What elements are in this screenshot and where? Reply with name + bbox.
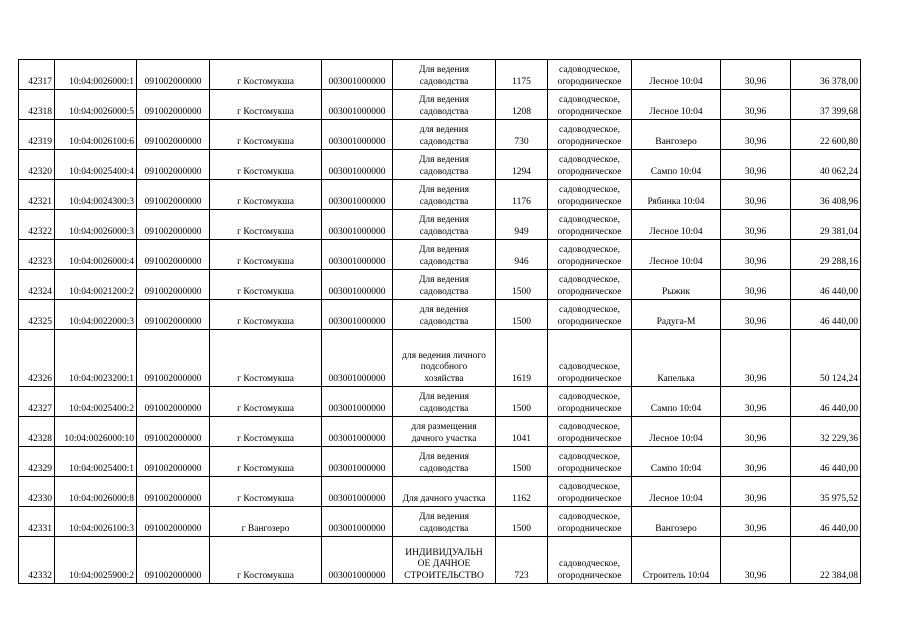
location-name: Лесное 10:04 <box>632 417 721 447</box>
cadastral-number: 10:04:0026100:3 <box>55 507 137 537</box>
area-value: 723 <box>496 537 548 584</box>
land-category: садоводческое, огородническое <box>548 120 632 150</box>
settlement-name: г Костомукша <box>210 537 322 584</box>
land-category: садоводческое, огородническое <box>548 387 632 417</box>
cadastral-value: 35 975,52 <box>791 477 861 507</box>
cadastral-number: 10:04:0022000:3 <box>55 300 137 330</box>
row-number: 42325 <box>19 300 55 330</box>
table-row <box>19 270 861 300</box>
table-row <box>19 180 861 210</box>
oktmo-code: 091002000000 <box>137 507 210 537</box>
table-row <box>19 60 861 90</box>
row-number: 42318 <box>19 90 55 120</box>
table-row <box>19 417 861 447</box>
rate-value: 30,96 <box>721 507 791 537</box>
category-code: 003001000000 <box>322 150 393 180</box>
permitted-use: Для дачного участка <box>393 477 496 507</box>
category-code: 003001000000 <box>322 300 393 330</box>
rate-value: 30,96 <box>721 387 791 417</box>
table-row <box>19 150 861 180</box>
row-number: 42320 <box>19 150 55 180</box>
row-number: 42332 <box>19 537 55 584</box>
permitted-use: для размещения дачного участка <box>393 417 496 447</box>
area-value: 1175 <box>496 60 548 90</box>
land-category: садоводческое, огородническое <box>548 537 632 584</box>
location-name: Сампо 10:04 <box>632 387 721 417</box>
row-number: 42329 <box>19 447 55 477</box>
cadastral-number: 10:04:0025400:1 <box>55 447 137 477</box>
rate-value: 30,96 <box>721 150 791 180</box>
oktmo-code: 091002000000 <box>137 210 210 240</box>
location-name: Строитель 10:04 <box>632 537 721 584</box>
cadastral-value: 46 440,00 <box>791 507 861 537</box>
rate-value: 30,96 <box>721 180 791 210</box>
cadastral-number: 10:04:0021200:2 <box>55 270 137 300</box>
oktmo-code: 091002000000 <box>137 300 210 330</box>
cadastral-number: 10:04:0026000:3 <box>55 210 137 240</box>
row-number: 42321 <box>19 180 55 210</box>
cadastral-value: 36 408,96 <box>791 180 861 210</box>
cadastral-value: 37 399,68 <box>791 90 861 120</box>
permitted-use: Для ведения садоводства <box>393 180 496 210</box>
rate-value: 30,96 <box>721 270 791 300</box>
settlement-name: г Костомукша <box>210 270 322 300</box>
oktmo-code: 091002000000 <box>137 387 210 417</box>
rate-value: 30,96 <box>721 300 791 330</box>
cadastral-value: 29 381,04 <box>791 210 861 240</box>
cadastral-number: 10:04:0026000:5 <box>55 90 137 120</box>
land-category: садоводческое, огородническое <box>548 507 632 537</box>
location-name: Капелька <box>632 330 721 387</box>
cadastral-value: 46 440,00 <box>791 447 861 477</box>
table-row <box>19 240 861 270</box>
area-value: 949 <box>496 210 548 240</box>
permitted-use: Для ведения садоводства <box>393 507 496 537</box>
table-row <box>19 300 861 330</box>
table-row <box>19 120 861 150</box>
cadastral-number: 10:04:0025400:4 <box>55 150 137 180</box>
oktmo-code: 091002000000 <box>137 537 210 584</box>
table-body <box>19 60 861 584</box>
location-name: Лесное 10:04 <box>632 90 721 120</box>
land-category: садоводческое, огородническое <box>548 180 632 210</box>
location-name: Рыжик <box>632 270 721 300</box>
row-number: 42326 <box>19 330 55 387</box>
category-code: 003001000000 <box>322 477 393 507</box>
permitted-use: Для ведения садоводства <box>393 270 496 300</box>
oktmo-code: 091002000000 <box>137 330 210 387</box>
table-row <box>19 387 861 417</box>
rate-value: 30,96 <box>721 120 791 150</box>
permitted-use: для ведения садоводства <box>393 120 496 150</box>
table-row <box>19 537 861 584</box>
category-code: 003001000000 <box>322 90 393 120</box>
area-value: 1500 <box>496 447 548 477</box>
rate-value: 30,96 <box>721 240 791 270</box>
category-code: 003001000000 <box>322 387 393 417</box>
permitted-use: Для ведения садоводства <box>393 210 496 240</box>
cadastral-number: 10:04:0026000:1 <box>55 60 137 90</box>
category-code: 003001000000 <box>322 210 393 240</box>
oktmo-code: 091002000000 <box>137 270 210 300</box>
oktmo-code: 091002000000 <box>137 417 210 447</box>
row-number: 42317 <box>19 60 55 90</box>
cadastral-value: 32 229,36 <box>791 417 861 447</box>
row-number: 42330 <box>19 477 55 507</box>
cadastral-value: 46 440,00 <box>791 270 861 300</box>
cadastral-number: 10:04:0026000:10 <box>55 417 137 447</box>
rate-value: 30,96 <box>721 447 791 477</box>
table-row <box>19 447 861 477</box>
settlement-name: г Костомукша <box>210 477 322 507</box>
category-code: 003001000000 <box>322 537 393 584</box>
permitted-use: Для ведения садоводства <box>393 240 496 270</box>
settlement-name: г Костомукша <box>210 240 322 270</box>
settlement-name: г Костомукша <box>210 330 322 387</box>
permitted-use: Для ведения садоводства <box>393 90 496 120</box>
category-code: 003001000000 <box>322 447 393 477</box>
settlement-name: г Костомукша <box>210 60 322 90</box>
settlement-name: г Костомукша <box>210 120 322 150</box>
land-category: садоводческое, огородническое <box>548 60 632 90</box>
rate-value: 30,96 <box>721 477 791 507</box>
settlement-name: г Костомукша <box>210 417 322 447</box>
land-category: садоводческое, огородническое <box>548 150 632 180</box>
area-value: 1041 <box>496 417 548 447</box>
oktmo-code: 091002000000 <box>137 150 210 180</box>
permitted-use: для ведения садоводства <box>393 300 496 330</box>
row-number: 42319 <box>19 120 55 150</box>
rate-value: 30,96 <box>721 210 791 240</box>
category-code: 003001000000 <box>322 60 393 90</box>
table-row <box>19 330 861 387</box>
oktmo-code: 091002000000 <box>137 447 210 477</box>
location-name: Радуга-М <box>632 300 721 330</box>
area-value: 946 <box>496 240 548 270</box>
category-code: 003001000000 <box>322 417 393 447</box>
rate-value: 30,96 <box>721 90 791 120</box>
settlement-name: г Вангозеро <box>210 507 322 537</box>
row-number: 42327 <box>19 387 55 417</box>
oktmo-code: 091002000000 <box>137 180 210 210</box>
permitted-use: ИНДИВИДУАЛЬН ОЕ ДАЧНОЕ СТРОИТЕЛЬСТВО <box>393 537 496 584</box>
settlement-name: г Костомукша <box>210 180 322 210</box>
location-name: Лесное 10:04 <box>632 477 721 507</box>
location-name: Сампо 10:04 <box>632 150 721 180</box>
cadastral-value: 36 378,00 <box>791 60 861 90</box>
table-row <box>19 90 861 120</box>
cadastral-number: 10:04:0023200:1 <box>55 330 137 387</box>
cadastral-number: 10:04:0026000:4 <box>55 240 137 270</box>
row-number: 42323 <box>19 240 55 270</box>
oktmo-code: 091002000000 <box>137 120 210 150</box>
permitted-use: Для ведения садоводства <box>393 60 496 90</box>
row-number: 42328 <box>19 417 55 447</box>
rate-value: 30,96 <box>721 537 791 584</box>
settlement-name: г Костомукша <box>210 447 322 477</box>
cadastral-number: 10:04:0025400:2 <box>55 387 137 417</box>
location-name: Лесное 10:04 <box>632 240 721 270</box>
settlement-name: г Костомукша <box>210 150 322 180</box>
location-name: Рябинка 10:04 <box>632 180 721 210</box>
oktmo-code: 091002000000 <box>137 240 210 270</box>
land-category: садоводческое, огородническое <box>548 300 632 330</box>
area-value: 1500 <box>496 300 548 330</box>
category-code: 003001000000 <box>322 330 393 387</box>
area-value: 1176 <box>496 180 548 210</box>
land-category: садоводческое, огородническое <box>548 447 632 477</box>
permitted-use: Для ведения садоводства <box>393 150 496 180</box>
cadastral-value: 46 440,00 <box>791 387 861 417</box>
cadastral-number: 10:04:0024300:3 <box>55 180 137 210</box>
cadastral-value: 22 600,80 <box>791 120 861 150</box>
area-value: 730 <box>496 120 548 150</box>
rate-value: 30,96 <box>721 330 791 387</box>
rate-value: 30,96 <box>721 417 791 447</box>
category-code: 003001000000 <box>322 180 393 210</box>
settlement-name: г Костомукша <box>210 387 322 417</box>
area-value: 1500 <box>496 387 548 417</box>
settlement-name: г Костомукша <box>210 210 322 240</box>
settlement-name: г Костомукша <box>210 300 322 330</box>
area-value: 1162 <box>496 477 548 507</box>
location-name: Вангозеро <box>632 120 721 150</box>
area-value: 1500 <box>496 270 548 300</box>
location-name: Сампо 10:04 <box>632 447 721 477</box>
rate-value: 30,96 <box>721 60 791 90</box>
oktmo-code: 091002000000 <box>137 60 210 90</box>
table-row <box>19 507 861 537</box>
permitted-use: Для ведения садоводства <box>393 387 496 417</box>
category-code: 003001000000 <box>322 270 393 300</box>
settlement-name: г Костомукша <box>210 90 322 120</box>
oktmo-code: 091002000000 <box>137 477 210 507</box>
cadastral-value: 50 124,24 <box>791 330 861 387</box>
area-value: 1208 <box>496 90 548 120</box>
area-value: 1500 <box>496 507 548 537</box>
permitted-use: для ведения личного подсобного хозяйства <box>393 330 496 387</box>
oktmo-code: 091002000000 <box>137 90 210 120</box>
land-category: садоводческое, огородническое <box>548 417 632 447</box>
area-value: 1619 <box>496 330 548 387</box>
category-code: 003001000000 <box>322 507 393 537</box>
row-number: 42324 <box>19 270 55 300</box>
land-category: садоводческое, огородническое <box>548 240 632 270</box>
cadastral-value: 40 062,24 <box>791 150 861 180</box>
cadastral-value-table <box>18 59 861 584</box>
table-row <box>19 477 861 507</box>
land-category: садоводческое, огородническое <box>548 210 632 240</box>
land-category: садоводческое, огородническое <box>548 270 632 300</box>
location-name: Вангозеро <box>632 507 721 537</box>
row-number: 42322 <box>19 210 55 240</box>
location-name: Лесное 10:04 <box>632 60 721 90</box>
cadastral-number: 10:04:0026100:6 <box>55 120 137 150</box>
category-code: 003001000000 <box>322 120 393 150</box>
cadastral-value: 46 440,00 <box>791 300 861 330</box>
cadastral-number: 10:04:0025900:2 <box>55 537 137 584</box>
area-value: 1294 <box>496 150 548 180</box>
land-category: садоводческое, огородническое <box>548 330 632 387</box>
land-category: садоводческое, огородническое <box>548 90 632 120</box>
land-category: садоводческое, огородническое <box>548 477 632 507</box>
permitted-use: Для ведения садоводства <box>393 447 496 477</box>
cadastral-value: 22 384,08 <box>791 537 861 584</box>
table-row <box>19 210 861 240</box>
row-number: 42331 <box>19 507 55 537</box>
location-name: Лесное 10:04 <box>632 210 721 240</box>
cadastral-value: 29 288,16 <box>791 240 861 270</box>
cadastral-number: 10:04:0026000:8 <box>55 477 137 507</box>
category-code: 003001000000 <box>322 240 393 270</box>
